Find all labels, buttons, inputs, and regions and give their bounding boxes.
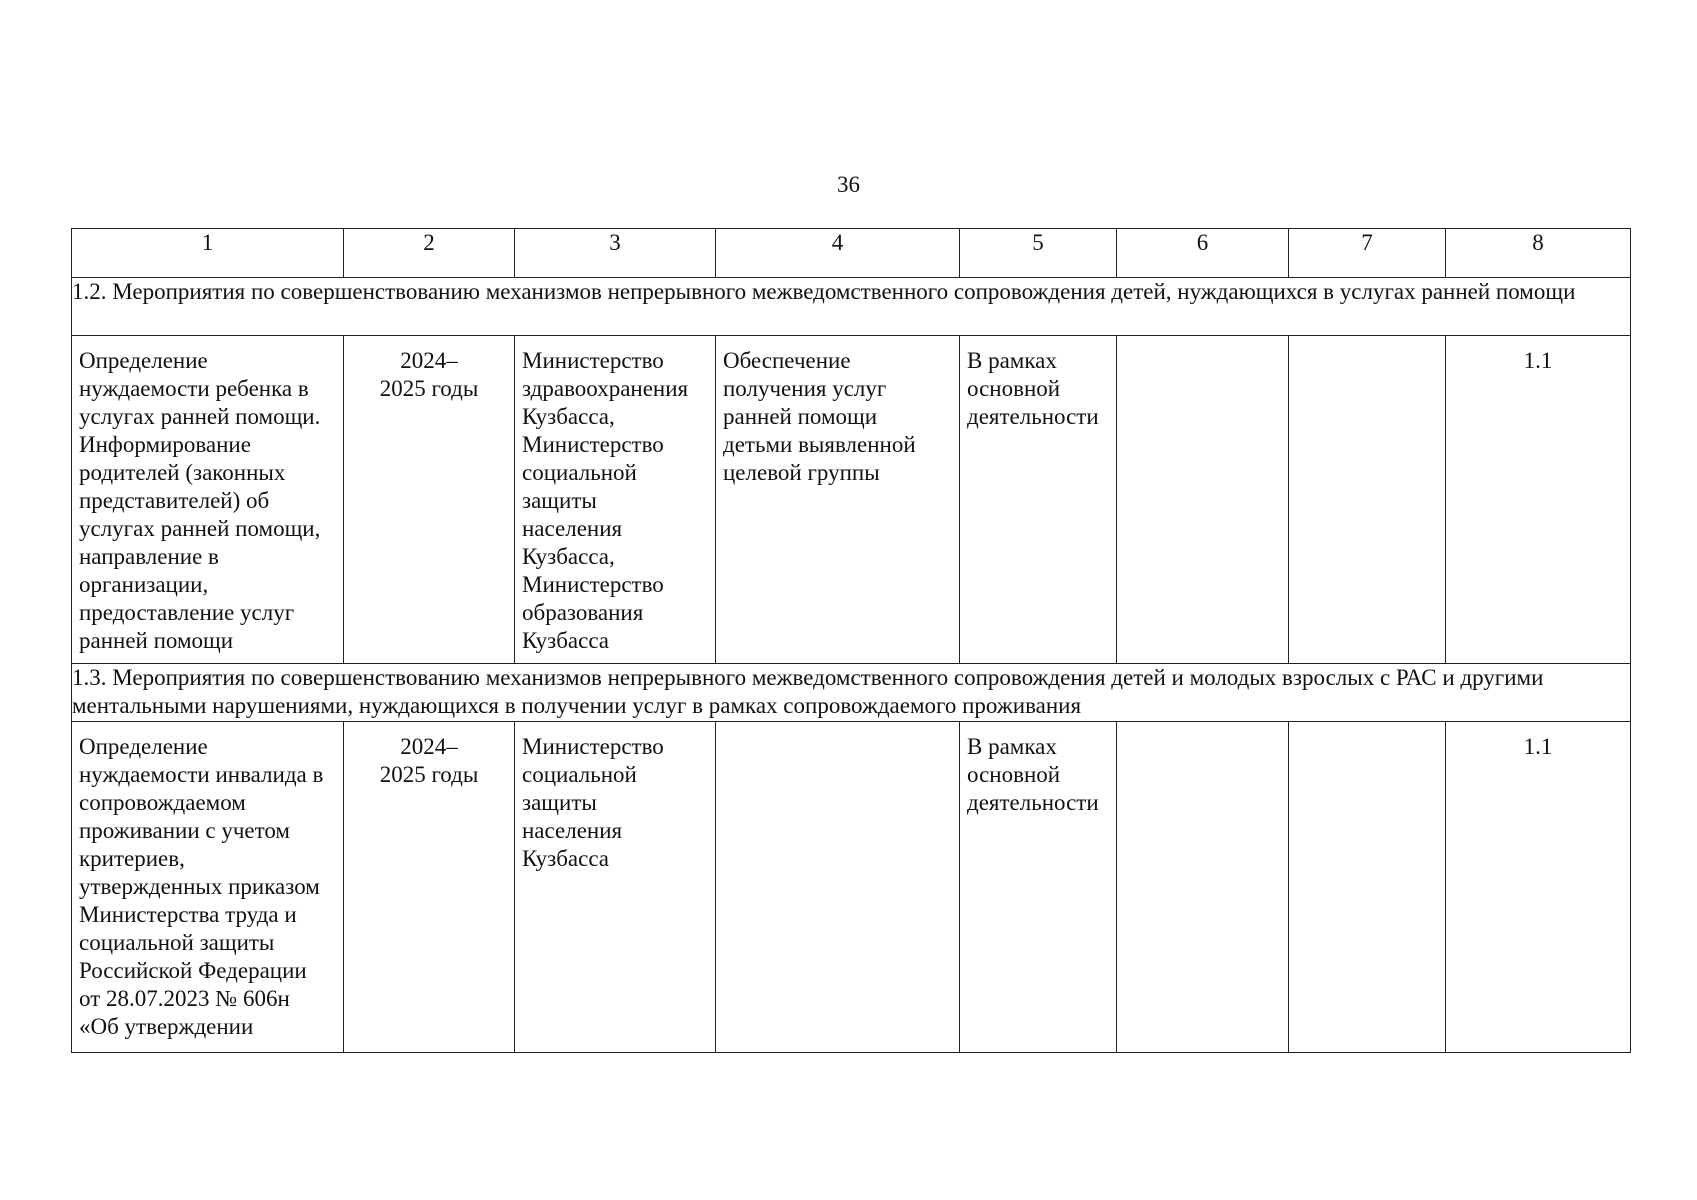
empty-cell bbox=[1117, 336, 1289, 664]
text-line: родителей (законных bbox=[79, 460, 286, 485]
deadline-cell bbox=[344, 722, 515, 1053]
responsible-cell bbox=[515, 722, 716, 1053]
text-line: деятельности bbox=[967, 404, 1099, 429]
column-number: 7 bbox=[1289, 229, 1446, 278]
section-heading-1-2: 1.2. Мероприятия по совершенствованию механизмов непрерывного межведомственного сопровождения детей, нуждающихся в услугах ранней помощи bbox=[72, 278, 1631, 336]
text-line: социальной bbox=[522, 460, 637, 485]
text-line: сопровождаемом bbox=[79, 790, 246, 815]
text-line: услугах ранней помощи, bbox=[79, 516, 321, 541]
text-line: направление в bbox=[79, 544, 219, 569]
empty-cell bbox=[1289, 722, 1446, 1053]
text-line: Министерство bbox=[522, 572, 664, 597]
text-line: 1.1 bbox=[1523, 734, 1553, 759]
table-header-row bbox=[72, 229, 1631, 278]
text-line: деятельности bbox=[967, 790, 1099, 815]
text-line: Министерство bbox=[522, 734, 664, 759]
text-line: нуждаемости инвалида в bbox=[79, 762, 324, 787]
text-line: ранней помощи bbox=[79, 628, 234, 653]
event-description-cell bbox=[72, 722, 344, 1053]
deadline-cell bbox=[344, 336, 515, 664]
text-line: целевой группы bbox=[723, 460, 880, 485]
text-line: населения bbox=[522, 818, 623, 843]
responsible-cell bbox=[515, 336, 716, 664]
text-line: нуждаемости ребенка в bbox=[79, 376, 309, 401]
text-line: Министерство bbox=[522, 432, 664, 457]
text-line: организации, bbox=[79, 572, 209, 597]
text-line: представителей) об bbox=[79, 488, 270, 513]
text-line: 2025 годы bbox=[379, 762, 479, 787]
text-line: социальной bbox=[522, 762, 637, 787]
text-line: Определение bbox=[79, 348, 208, 373]
text-line: В рамках bbox=[967, 734, 1057, 759]
text-line: здравоохранения bbox=[522, 376, 689, 401]
event-description-cell bbox=[72, 336, 344, 664]
empty-cell bbox=[1289, 336, 1446, 664]
text-line: 2025 годы bbox=[379, 376, 479, 401]
indicator-cell bbox=[1446, 336, 1631, 664]
text-line: Кузбасса, bbox=[522, 544, 615, 569]
text-line: утвержденных приказом bbox=[79, 874, 320, 899]
table-row bbox=[72, 722, 1631, 1053]
column-number: 8 bbox=[1446, 229, 1631, 278]
text-line: основной bbox=[967, 376, 1061, 401]
text-line: критериев, bbox=[79, 846, 185, 871]
plan-table bbox=[71, 228, 1631, 1053]
column-number: 4 bbox=[716, 229, 960, 278]
text-line: услугах ранней помощи. bbox=[79, 404, 321, 429]
text-line: Министерство bbox=[522, 348, 664, 373]
section-row bbox=[72, 278, 1631, 336]
column-number: 5 bbox=[960, 229, 1117, 278]
text-line: Кузбасса bbox=[522, 628, 610, 653]
text-line: ранней помощи bbox=[723, 404, 878, 429]
text-line: Российской Федерации bbox=[79, 958, 307, 983]
text-line: проживании с учетом bbox=[79, 818, 290, 843]
text-line: от 28.07.2023 № 606н bbox=[79, 986, 290, 1011]
text-line: В рамках bbox=[967, 348, 1057, 373]
text-line: защиты bbox=[522, 488, 597, 513]
text-line: 1.1 bbox=[1523, 348, 1553, 373]
column-number: 1 bbox=[72, 229, 344, 278]
text-line: предоставление услуг bbox=[79, 600, 295, 625]
text-line: основной bbox=[967, 762, 1061, 787]
funding-cell bbox=[960, 722, 1117, 1053]
text-line: Министерства труда и bbox=[79, 902, 297, 927]
column-number: 2 bbox=[344, 229, 515, 278]
section-row bbox=[72, 664, 1631, 722]
text-line: «Об утверждении bbox=[79, 1014, 254, 1039]
text-line: Кузбасса, bbox=[522, 404, 615, 429]
text-line: социальной защиты bbox=[79, 930, 275, 955]
page-number: 36 bbox=[837, 172, 860, 197]
indicator-cell bbox=[1446, 722, 1631, 1053]
text-line: детьми выявленной bbox=[723, 432, 916, 457]
column-number: 6 bbox=[1117, 229, 1289, 278]
text-line: 2024– bbox=[400, 348, 458, 373]
text-line: 2024– bbox=[400, 734, 458, 759]
table-row bbox=[72, 336, 1631, 664]
text-line: Информирование bbox=[79, 432, 251, 457]
text-line: Определение bbox=[79, 734, 208, 759]
text-line: защиты bbox=[522, 790, 597, 815]
text-line: получения услуг bbox=[723, 376, 887, 401]
expected-result-cell bbox=[716, 336, 960, 664]
empty-cell bbox=[1117, 722, 1289, 1053]
text-line: Кузбасса bbox=[522, 846, 610, 871]
section-heading-1-3: 1.3. Мероприятия по совершенствованию механизмов непрерывного межведомственного сопровождения детей и молодых взрослых с РАС и другими ментальными нарушениями, нуждающихся в получении услуг в рамках сопровождаемого проживания bbox=[72, 664, 1631, 722]
text-line: Обеспечение bbox=[723, 348, 851, 373]
text-line: образования bbox=[522, 600, 644, 625]
text-line: населения bbox=[522, 516, 623, 541]
funding-cell bbox=[960, 336, 1117, 664]
column-number: 3 bbox=[515, 229, 716, 278]
empty-cell bbox=[716, 722, 960, 1053]
